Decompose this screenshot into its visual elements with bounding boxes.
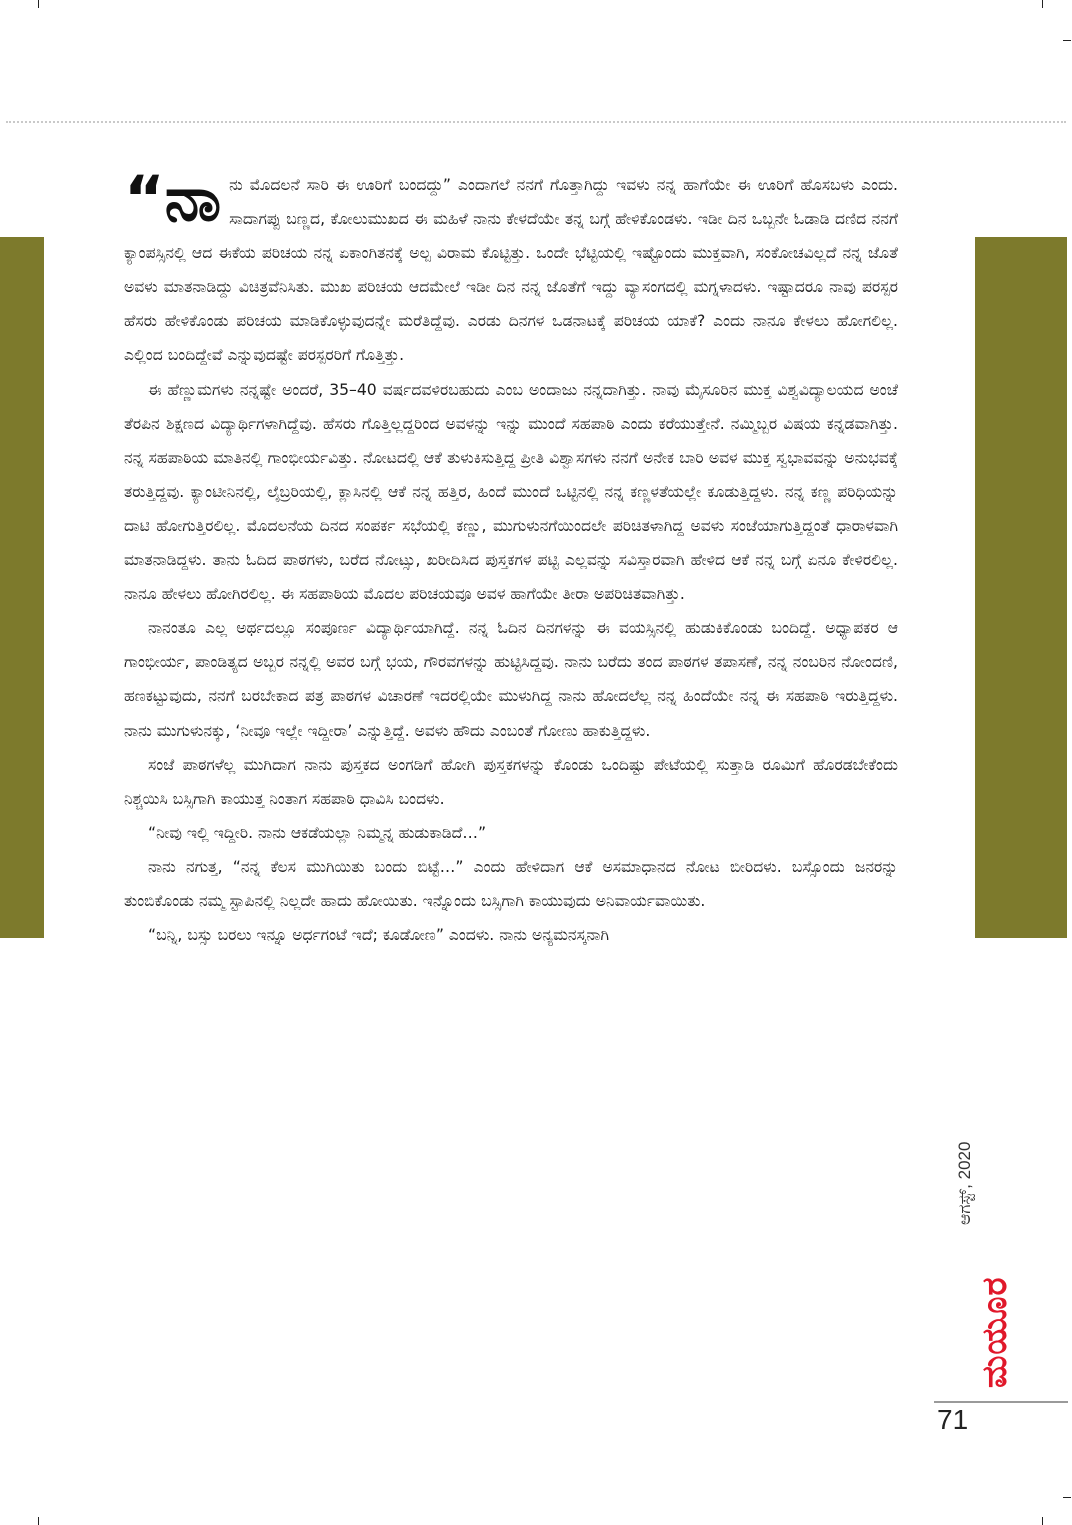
crop-mark-bottom-left [38,1517,39,1525]
paragraph-6: ನಾನು ನಗುತ್ತ, “ನನ್ನ ಕೆಲಸ ಮುಗಿಯಿತು ಬಂದು ಬಿಟ್ಟೆ…” ಎಂದು ಹೇಳಿದಾಗ ಆಕೆ ಅಸಮಾಧಾನದ ನೋಟ ಬೀರಿದಳು. ಬಸ್ಸೊಂದು ಜನರನ್ನು ತುಂಬಿಕೊಂಡು ನಮ್ಮ ಸ್ಟಾಪಿನಲ್ಲಿ ನಿಲ್ಲದೇ ಹಾದು ಹೋಯಿತು. ಇನ್ನೊಂದು ಬಸ್ಸಿಗಾಗಿ ಕಾಯುವುದು ಅನಿವಾರ್ಯವಾಯಿತು. [124,857,898,910]
drop-cap-letters: ನಾ [164,168,222,235]
crop-mark-top-right [1042,0,1043,8]
dotted-separator [6,121,1066,123]
paragraph-7: “ಬನ್ನಿ, ಬಸ್ಸು ಬರಲು ಇನ್ನೂ ಅರ್ಧಗಂಟೆ ಇದೆ; ಕೂಡೋಣ” ಎಂದಳು. ನಾನು ಅನ್ಯಮನಸ್ಕನಾಗಿ [148,926,610,945]
drop-cap [124,168,222,235]
crop-mark-bottom-right [1042,1517,1043,1525]
paragraph-4: ಸಂಜೆ ಪಾಠಗಳೆಲ್ಲ ಮುಗಿದಾಗ ನಾನು ಪುಸ್ತಕದ ಅಂಗಡಿಗೆ ಹೋಗಿ ಪುಸ್ತಕಗಳನ್ನು ಕೊಂಡು ಒಂದಿಷ್ಟು ಪೇಟೆಯಲ್ಲಿ ಸುತ್ತಾಡಿ ರೂಮಿಗೆ ಹೊರಡಬೇಕೆಂದು ನಿಶ್ಚಯಿಸಿ ಬಸ್ಸಿಗಾಗಿ ಕಾಯುತ್ತ ನಿಂತಾಗ ಸಹಪಾಠಿ ಧಾವಿಸಿ ಬಂದಳು. [124,755,898,808]
crop-mark-right-bottom [1063,1497,1071,1498]
page-number: 71 [937,1404,969,1435]
crop-mark-top-left [38,0,39,8]
paragraph-1-text: ನು ಮೊದಲನೆ ಸಾರಿ ಈ ಊರಿಗೆ ಬಂದದ್ದು” ಎಂದಾಗಲೆ ನನಗೆ ಗೊತ್ತಾಗಿದ್ದು ಇವಳು ನನ್ನ ಹಾಗೆಯೇ ಈ ಊರಿಗೆ ಹೊಸಬಳು ಎಂದು. ಸಾದಾಗಪ್ಪು ಬಣ್ಣದ, ಕೋಲುಮುಖದ ಈ ಮಹಿಳೆ ನಾನು ಕೇಳದೆಯೇ ತನ್ನ ಬಗ್ಗೆ ಹೇಳಿಕೊಂಡಳು. ಇಡೀ ದಿನ ಒಬ್ಬನೇ ಓಡಾಡಿ ದಣಿದ ನನಗೆ ಕ್ಯಾಂಪಸ್ಸಿನಲ್ಲಿ ಆದ ಈಕೆಯ ಪರಿಚಯ ನನ್ನ ಏಕಾಂಗಿತನಕ್ಕೆ ಅಲ್ಪ ವಿರಾಮ ಕೊಟ್ಟಿತ್ತು. ಒಂದೇ ಭೆಟ್ಟಿಯಲ್ಲಿ ಇಷ್ಟೊಂದು ಮುಕ್ತವಾಗಿ, ಸಂಕೋಚವಿಲ್ಲದೆ ನನ್ನ ಜೊತೆ ಅವಳು ಮಾತನಾಡಿದ್ದು ವಿಚಿತ್ರವೆನಿಸಿತು. ಮುಖ ಪರಿಚಯ ಆದಮೇಲೆ ಇಡೀ ದಿನ ನನ್ನ ಜೊತೆಗೆ ಇದ್ದು ವ್ಯಾಸಂಗದಲ್ಲಿ ಮಗ್ನಳಾದಳು. ಇಷ್ಟಾದರೂ ನಾವು ಪರಸ್ಪರ ಹೆಸರು ಹೇಳಿಕೊಂಡು ಪರಿಚಯ ಮಾಡಿಕೊಳ್ಳುವುದನ್ನೇ ಮರೆತಿದ್ದೆವು. ಎರಡು ದಿನಗಳ ಒಡನಾಟಕ್ಕೆ ಪರಿಚಯ ಯಾಕೆ? ಎಂದು ನಾನೂ ಕೇಳಲು ಹೋಗಲಿಲ್ಲ. ಎಲ್ಲಿಂದ ಬಂದಿದ್ದೇವೆ ಎನ್ನುವುದಷ್ಟೇ ಪರಸ್ಪರರಿಗೆ ಗೊತ್ತಿತ್ತು. [124,176,898,365]
crop-mark-right-top [1063,40,1071,41]
paragraph-1 [124,168,898,373]
left-olive-bar [0,237,44,938]
right-olive-bar [975,237,1067,938]
page-number-rule [934,1401,1068,1403]
paragraph-3: ನಾನಂತೂ ಎಲ್ಲ ಅರ್ಥದಲ್ಲೂ ಸಂಪೂರ್ಣ ವಿದ್ಯಾರ್ಥಿಯಾಗಿದ್ದೆ. ನನ್ನ ಓದಿನ ದಿನಗಳನ್ನು ಈ ವಯಸ್ಸಿನಲ್ಲಿ ಹುಡುಕಿಕೊಂಡು ಬಂದಿದ್ದೆ. ಅಧ್ಯಾಪಕರ ಆ ಗಾಂಭೀರ್ಯ, ಪಾಂಡಿತ್ಯದ ಅಬ್ಬರ ನನ್ನಲ್ಲಿ ಅವರ ಬಗ್ಗೆ ಭಯ, ಗೌರವಗಳನ್ನು ಹುಟ್ಟಿಸಿದ್ದವು. ನಾನು ಬರೆದು ತಂದ ಪಾಠಗಳ ತಪಾಸಣೆ, ನನ್ನ ನಂಬರಿನ ನೋಂದಣಿ, ಹಣಕಟ್ಟುವುದು, ನನಗೆ ಬರಬೇಕಾದ ಪತ್ರ ಪಾಠಗಳ ವಿಚಾರಣೆ ಇದರಲ್ಲಿಯೇ ಮುಳುಗಿದ್ದ ನಾನು ಹೋದಲೆಲ್ಲ ನನ್ನ ಹಿಂದೆಯೇ ನನ್ನ ಈ ಸಹಪಾಠಿ ಇರುತ್ತಿದ್ದಳು. ನಾನು ಮುಗುಳುನಕ್ಕು, ‘ನೀವೂ ಇಲ್ಲೇ ಇದ್ದೀರಾ’ ಎನ್ನುತ್ತಿದ್ದೆ. ಅವಳು ಹೌದು ಎಂಬಂತೆ ಗೋಣು ಹಾಕುತ್ತಿದ್ದಳು. [124,619,898,740]
article-body [124,168,898,1398]
magazine-logo: ಮಯೂರ [975,1276,1015,1388]
issue-date: ಆಗಸ್ಟ್, 2020 [955,1141,974,1225]
paragraph-5: “ನೀವು ಇಲ್ಲಿ ಇದ್ದೀರಿ. ನಾನು ಆಕಡೆಯಲ್ಲಾ ನಿಮ್ಮನ್ನ ಹುಡುಕಾಡಿದೆ…” [148,823,487,842]
paragraph-2: ಈ ಹೆಣ್ಣುಮಗಳು ನನ್ನಷ್ಟೇ ಅಂದರೆ, 35–40 ವರ್ಷದವಳಿರಬಹುದು ಎಂಬ ಅಂದಾಜು ನನ್ನದಾಗಿತ್ತು. ನಾವು ಮೈಸೂರಿನ ಮುಕ್ತ ವಿಶ್ವವಿದ್ಯಾಲಯದ ಅಂಚೆ ತೆರಪಿನ ಶಿಕ್ಷಣದ ವಿದ್ಯಾರ್ಥಿಗಳಾಗಿದ್ದೆವು. ಹೆಸರು ಗೊತ್ತಿಲ್ಲದ್ದರಿಂದ ಅವಳನ್ನು ಇನ್ನು ಮುಂದೆ ಸಹಪಾಠಿ ಎಂದು ಕರೆಯುತ್ತೇನೆ. ನಮ್ಮಿಬ್ಬರ ವಿಷಯ ಕನ್ನಡವಾಗಿತ್ತು. ನನ್ನ ಸಹಪಾಠಿಯ ಮಾತಿನಲ್ಲಿ ಗಾಂಭೀರ್ಯವಿತ್ತು. ನೋಟದಲ್ಲಿ ಆಕೆ ತುಳುಕಿಸುತ್ತಿದ್ದ ಪ್ರೀತಿ ವಿಶ್ವಾಸಗಳು ನನಗೆ ಅನೇಕ ಬಾರಿ ಅವಳ ಮುಕ್ತ ಸ್ವಭಾವವನ್ನು ಅನುಭವಕ್ಕೆ ತರುತ್ತಿದ್ದವು. ಕ್ಯಾಂಟೀನಿನಲ್ಲಿ, ಲೈಬ್ರರಿಯಲ್ಲಿ, ಕ್ಲಾಸಿನಲ್ಲಿ ಆಕೆ ನನ್ನ ಹತ್ತಿರ, ಹಿಂದೆ ಮುಂದೆ ಒಟ್ಟಿನಲ್ಲಿ ನನ್ನ ಕಣ್ಣಳತೆಯಲ್ಲೇ ಕೂಡುತ್ತಿದ್ದಳು. ನನ್ನ ಕಣ್ಣ ಪರಿಧಿಯನ್ನು ದಾಟಿ ಹೋಗುತ್ತಿರಲಿಲ್ಲ. ಮೊದಲನೆಯ ದಿನದ ಸಂಪರ್ಕ ಸಭೆಯಲ್ಲಿ ಕಣ್ಣು, ಮುಗುಳುನಗೆಯಿಂದಲೇ ಪರಿಚಿತಳಾಗಿದ್ದ ಅವಳು ಸಂಜೆಯಾಗುತ್ತಿದ್ದಂತೆ ಧಾರಾಳವಾಗಿ ಮಾತನಾಡಿದ್ದಳು. ತಾನು ಓದಿದ ಪಾಠಗಳು, ಬರೆದ ನೋಟ್ಸು, ಖರೀದಿಸಿದ ಪುಸ್ತಕಗಳ ಪಟ್ಟಿ ಎಲ್ಲವನ್ನು ಸವಿಸ್ತಾರವಾಗಿ ಹೇಳಿದ ಆಕೆ ನನ್ನ ಬಗ್ಗೆ ಏನೂ ಕೇಳಿರಲಿಲ್ಲ. ನಾನೂ ಹೇಳಲು ಹೋಗಿರಲಿಲ್ಲ. ಈ ಸಹಪಾಠಿಯ ಮೊದಲ ಪರಿಚಯವೂ ಅವಳ ಹಾಗೆಯೇ ತೀರಾ ಅಪರಿಚಿತವಾಗಿತ್ತು. [124,380,898,604]
open-quote: “ [124,168,165,235]
